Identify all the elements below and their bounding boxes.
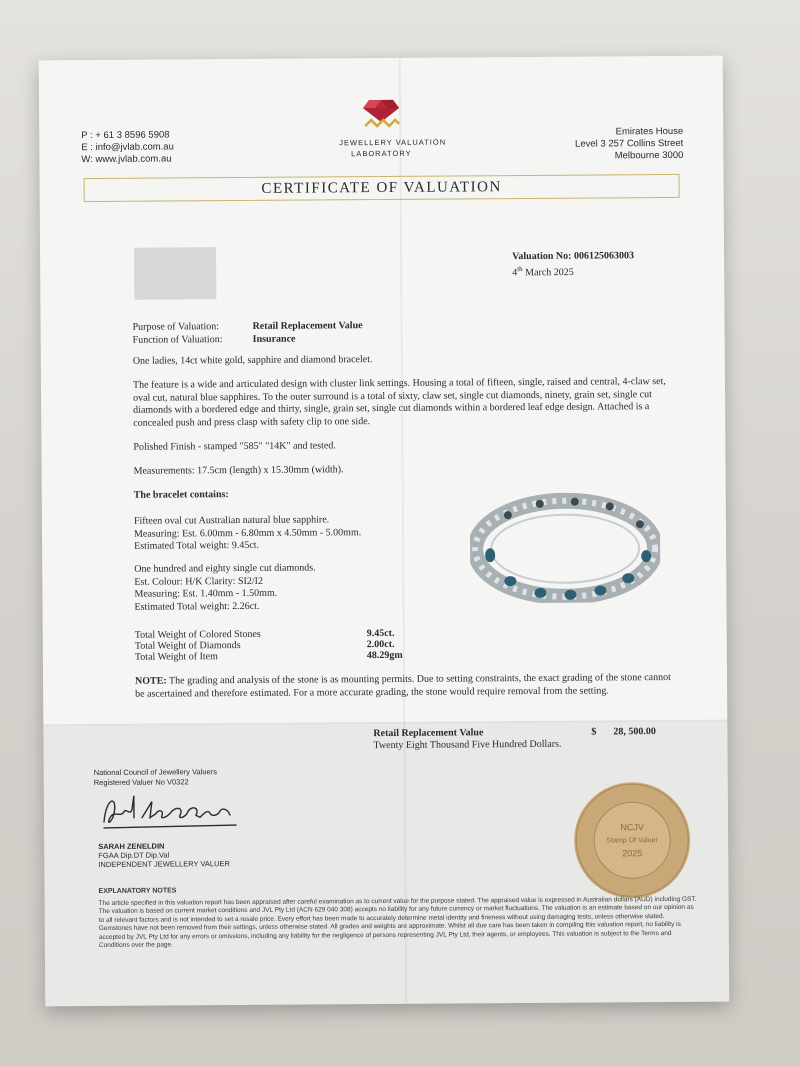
valuer-block [98,841,230,869]
certificate-paper [39,56,730,1007]
valuation-info [512,250,634,279]
logo-line-1: JEWELLERY VALUATION [339,137,447,148]
valuation-date: 4th March 2025 [512,265,574,279]
finish-text: Polished Finish - stamped "585" "14K" and tested. [133,440,336,453]
explanatory-heading: EXPLANATORY NOTES [98,887,177,896]
logo-line-2: LABORATORY [351,148,412,159]
retail-value-block [373,726,656,752]
valuer-name: SARAH ZENELDIN [98,841,165,852]
valuer-seal-stamp [572,780,693,901]
sapphire-line: Estimated Total weight: 9.45ct. [134,539,260,552]
note-text: The grading and analysis of the stone is as mounting permits. Due to setting constraints, the exact grading of the stone cannot be ascertained and therefore estimated. For a more accurate grading, the stone would require removal from the setting. [135,672,671,700]
contact-phone: P : + 61 3 8596 5908 [81,129,170,142]
diamond-line: Est. Colour: H/K Clarity: SI2/I2 [134,575,263,588]
contains-heading: The bracelet contains: [133,489,229,501]
purpose-block [133,318,673,347]
signature [96,787,246,834]
council-block [94,767,217,787]
council-name: National Council of Jewellery Valuers [93,767,217,778]
retail-currency: $ [591,726,597,738]
diamond-line: Estimated Total weight: 2.26ct. [134,600,260,613]
function-value: Insurance [252,333,296,345]
sapphire-line: Measuring: Est. 6.00mm - 6.80mm x 4.50mm - 5.00mm. [133,526,362,540]
note-label: NOTE: [135,675,167,687]
total-value: 9.45ct. [366,627,395,640]
retail-words: Twenty Eight Thousand Five Hundred Dollars. [373,738,562,752]
certificate-title: CERTIFICATE OF VALUATION [261,178,502,197]
redacted-area [134,247,216,300]
valuation-number: Valuation No: 006125063003 [512,250,634,263]
diamond-line: Measuring: Est. 1.40mm - 1.50mm. [134,587,278,600]
seal-line: NCJV [620,822,644,833]
address-block [575,126,684,163]
gem-logo-icon [361,92,401,132]
valuer-qualifications: FGAA Dip.DT Dip.Val [98,850,170,861]
contact-block [81,129,174,166]
measurements-text: Measurements: 17.5cm (length) x 15.30mm (width). [133,464,344,477]
grading-note [135,672,675,701]
totals-table [135,628,403,663]
feature-description: The feature is a wide and articulated design with cluster link settings. Housing a total of fifteen, single, raised and central, 4-claw set, oval cut, natural blue sapphires. To the outer surround is a total of sixty, claw set, single cut diamonds, ninety, grain set, single cut diamonds with a bordered edge and thirty, single, grain set, single cut diamonds within a bordered leaf edge design. Attached is a concealed push and press clasp with safety clip to one side. [132,376,666,429]
registered-number: Registered Valuer No V0322 [93,776,189,787]
address-line-3: Melbourne 3000 [614,149,684,162]
seal-line: Stamp Of Valuer [606,837,658,845]
total-label: Total Weight of Item [134,651,218,663]
table-row [135,650,403,663]
sapphire-line: Fifteen oval cut Australian natural blue sapphire. [133,514,330,527]
total-value: 48.29gm [366,649,403,662]
address-line-1: Emirates House [615,125,684,138]
purpose-value: Retail Replacement Value [252,320,363,332]
retail-label: Retail Replacement Value [373,727,484,740]
total-label: Total Weight of Diamonds [134,640,241,652]
sapphire-details [134,514,434,554]
function-label: Function of Valuation: [132,333,223,346]
address-line-2: Level 3 257 Collins Street [575,137,684,150]
retail-amount: 28, 500.00 [613,726,656,738]
contact-website: W: www.jvlab.com.au [81,153,172,166]
title-bar [84,174,680,202]
bracelet-photo [470,492,661,603]
total-label: Total Weight of Colored Stones [134,628,261,641]
purpose-label: Purpose of Valuation: [132,321,220,333]
explanatory-notes [98,884,698,951]
explanatory-text: The article specified in this valuation report has been appraised after careful examination as to current value for the purpose stated. The appraised value is expressed in Australian dollars (AUD) including GST. The valuation is based on current market conditions and JVL Pty Ltd (ACN 629 040 308) accepts no liability for any future currency or market fluctuations. The valuation is an estimate based on our opinion as to all relevant factors and is not intended to set a resale price. Every effort has been made to accurately determine metal identity and fineness without using damaging tests, unless otherwise stated. Gemstones have not been removed from their settings, unless otherwise stated. All grades and weights are approximate. Whilst all due care has been taken in compiling this valuation report, no liability is accepted by JVL Pty Ltd for any errors or omissions, including any liability for the negligence of persons representing JVL Pty Ltd, their agents, or employees. This valuation is subject to the Terms and Conditions over the page. [98,895,697,950]
company-logo [339,92,447,160]
diamond-line: One hundred and eighty single cut diamonds. [134,562,316,575]
contact-email: E : info@jvlab.com.au [81,141,174,154]
total-value: 2.00ct. [366,638,395,651]
diamond-details [134,562,434,614]
item-summary: One ladies, 14ct white gold, sapphire and diamond bracelet. [132,354,373,367]
seal-line: 2025 [622,848,643,859]
valuer-role: INDEPENDENT JEWELLERY VALUER [98,859,230,870]
